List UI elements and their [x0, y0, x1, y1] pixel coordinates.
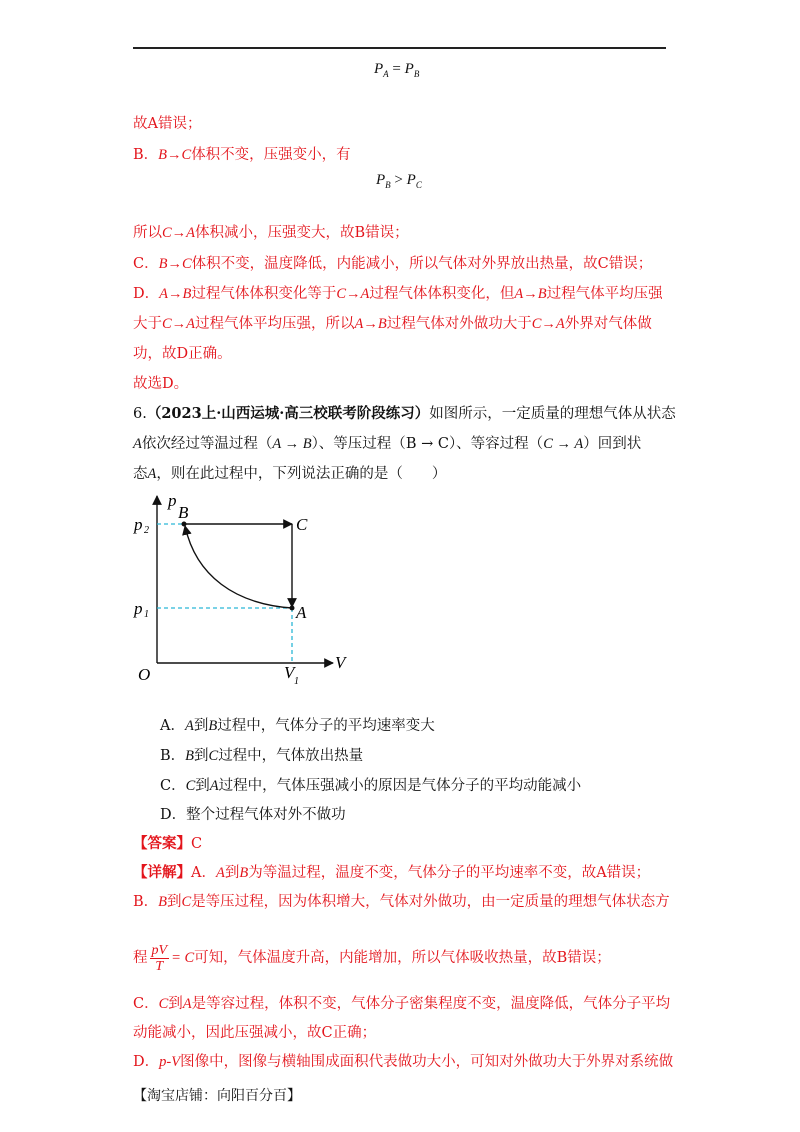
- equation-pb-pc: $P_B > P_C$: [376, 172, 422, 190]
- y-axis-label: p: [168, 491, 177, 510]
- detail-d-line: D．p-V图像中，图像与横轴围成面积代表做功大小，可知对外做功大于外界对系统做: [133, 1054, 674, 1070]
- point-c-label: C: [296, 515, 308, 534]
- prev-a-wrong: 故A错误；: [133, 116, 202, 132]
- header-rule: [133, 47, 666, 49]
- prev-c-line: C．B→C体积不变，温度降低，内能减小，所以气体对外界放出热量，故C错误；: [133, 256, 653, 272]
- answer-line: 【答案】C: [133, 835, 203, 852]
- p1-label: p: [134, 599, 143, 618]
- question-line-1: 6.（2023上·山西运城·高三校联考阶段练习）如图所示，一定质量的理想气体从状态: [133, 405, 676, 422]
- prev-d-line-3: 功，故D正确。: [133, 346, 232, 362]
- prev-so-line: 所以C→A体积减小，压强变大，故B错误；: [133, 225, 409, 241]
- v1-label: V: [284, 663, 295, 682]
- option-a: A．A到B过程中，气体分子的平均速率变大: [160, 718, 435, 734]
- equation-pa-pb: $P_A = P_B$: [374, 61, 420, 79]
- point-a-dot: [290, 606, 295, 611]
- v1-sub: 1: [294, 676, 299, 687]
- option-c: C．C到A过程中，气体压强减小的原因是气体分子的平均动能减小: [160, 778, 582, 794]
- detail-a-line: 【详解】A．A到B为等温过程，温度不变，气体分子的平均速率不变，故A错误；: [133, 864, 651, 881]
- p2-sub: 2: [144, 525, 149, 536]
- detail-b-line-2: 程 $\frac{pV}{T}$ = C可知，气体温度升高，内能增加，所以气体吸收热量，故B错误；: [133, 942, 611, 974]
- prev-b-line: B．B→C体积不变，压强变小，有: [133, 147, 351, 163]
- detail-c-line-2: 动能减小，因此压强减小，故C正确；: [133, 1025, 377, 1041]
- point-b-dot: [182, 522, 187, 527]
- p2-label: p: [134, 515, 143, 534]
- point-b-label: B: [178, 503, 189, 522]
- question-line-2: A依次经过等温过程（A → B）、等压过程（B → C）、等容过程（C → A）回到状: [133, 436, 642, 452]
- x-axis-label: V: [335, 653, 346, 672]
- prev-d-line-2: 大于C→A过程气体平均压强，所以A→B过程气体对外做功大于C→A外界对气体做: [133, 316, 652, 332]
- option-b: B．B到C过程中，气体放出热量: [160, 748, 364, 764]
- detail-c-line-1: C．C到A是等容过程，体积不变，气体分子密集程度不变，温度降低，气体分子平均: [133, 996, 671, 1012]
- p1-sub: 1: [144, 609, 149, 620]
- ideal-gas-fraction: $\frac{pV}{T}$: [151, 942, 168, 974]
- option-d: D．整个过程气体对外不做功: [160, 807, 346, 823]
- prev-d-line-1: D．A→B过程气体体积变化等于C→A过程气体体积变化，但A→B过程气体平均压强: [133, 286, 663, 302]
- pv-graph: [130, 488, 360, 693]
- detail-b-line-1: B．B到C是等压过程，因为体积增大，气体对外做功，由一定质量的理想气体状态方: [133, 894, 670, 910]
- origin-label: O: [138, 665, 151, 684]
- question-line-3: 态A，则在此过程中，下列说法正确的是（ ）: [133, 466, 447, 482]
- process-a-to-b: [185, 526, 292, 608]
- footer-shop: 【淘宝店铺：向阳百分百】: [133, 1088, 301, 1104]
- prev-choose: 故选D。: [133, 376, 189, 392]
- point-a-label: A: [296, 603, 307, 622]
